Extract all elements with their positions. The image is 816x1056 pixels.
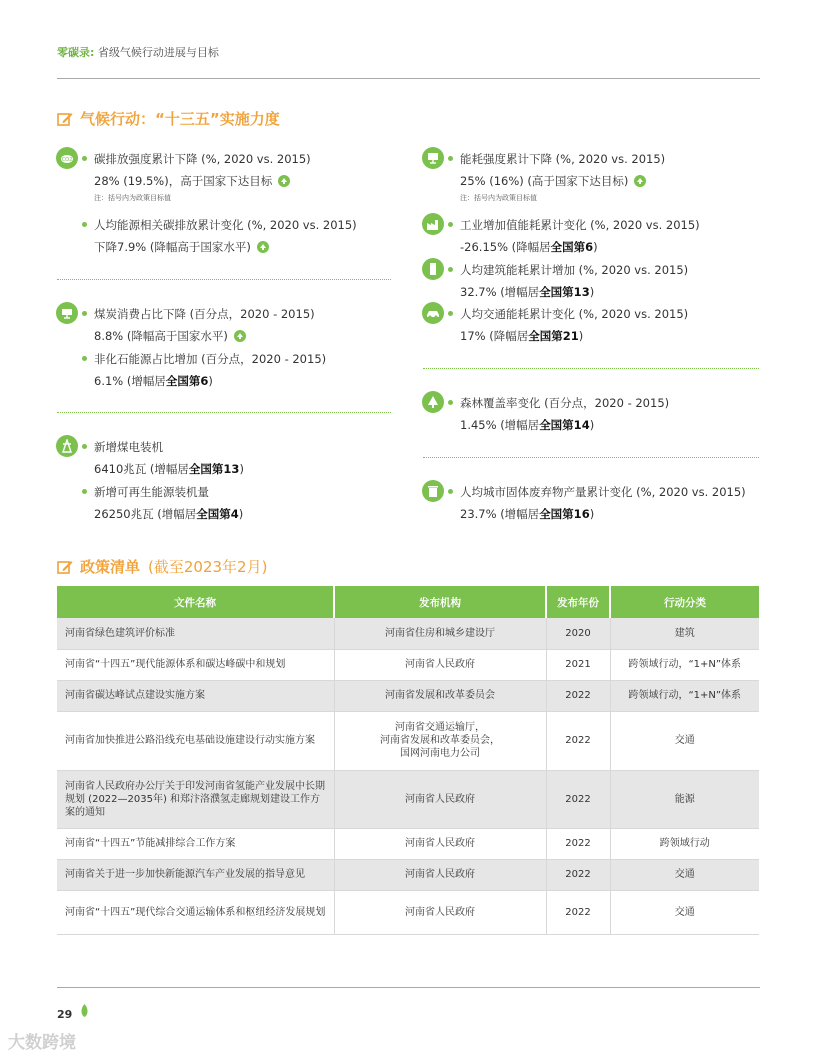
cell-year: 2021 (546, 649, 610, 680)
rank-value: 全国第21 (528, 328, 579, 343)
item-building-energy: 人均建筑能耗累计增加 (%, 2020 vs. 2015) 32.7% (增幅居 全国第13 ) (448, 262, 688, 299)
cell-category: 交通 (610, 859, 759, 890)
item-label: 人均建筑能耗累计增加 (%, 2020 vs. 2015) (460, 262, 689, 277)
table-row (57, 618, 759, 649)
section-subtitle: (截至2023年2月) (148, 558, 268, 576)
table-row (57, 649, 759, 680)
cell-year: 2022 (546, 859, 610, 890)
item-label: 能耗强度累计下降 (%, 2020 vs. 2015) (460, 151, 666, 166)
item-label: 森林覆盖率变化 (百分点，2020 - 2015) (460, 395, 670, 410)
rank-value: 全国第6 (165, 373, 209, 388)
rank-value: 全国第13 (188, 461, 240, 476)
cell-issuer: 河南省人民政府 (334, 828, 546, 859)
rank-value: 全国第4 (196, 506, 239, 521)
running-header: 零碳录: 省级气候行动进展与目标 (57, 46, 219, 59)
item-label: 新增煤电装机 (94, 439, 163, 454)
item-value: 8.8% (降幅高于国家水平) (94, 328, 228, 343)
item-note: 注：括号内为政策目标值 (94, 194, 171, 202)
cell-issuer: 河南省人民政府 (334, 649, 546, 680)
cell-year: 2022 (546, 890, 610, 934)
item-new-renewable: 新增可再生能源装机量 26250兆瓦 (增幅居 全国第4 ) (82, 484, 243, 521)
item-value: 28% (19.5%)，高于国家下达目标 (94, 173, 273, 188)
cell-year: 2022 (546, 770, 610, 828)
cell-issuer: 河南省交通运输厅， 河南省发展和改革委员会， 国网河南电力公司 (334, 711, 546, 770)
cell-document: 河南省碳达峰试点建设实施方案 (57, 680, 334, 711)
footer-divider (57, 987, 760, 988)
item-value: 25% (16%) (高于国家下达目标) (460, 173, 629, 188)
cell-document: 河南省关于进一步加快新能源汽车产业发展的指导意见 (57, 859, 334, 890)
section-title-climate-action: 气候行动：“十三五”实施力度 (57, 108, 280, 129)
item-transport-energy: 人均交通能耗累计变化 (%, 2020 vs. 2015) 17% (降幅居 全国第21 ) (448, 306, 688, 343)
cell-category: 跨领域行动，“1+N”体系 (610, 680, 759, 711)
arrow-up-icon (257, 241, 269, 253)
trash-bin-icon (422, 480, 444, 502)
leaf-icon (80, 1004, 89, 1018)
cell-category: 交通 (610, 711, 759, 770)
table-row (57, 770, 759, 828)
table-header-row (57, 586, 759, 618)
item-new-coal-power: 新增煤电装机 6410兆瓦 (增幅居 全国第13 ) (82, 439, 244, 476)
power-tower-icon (56, 435, 78, 457)
table-row (57, 680, 759, 711)
item-value: 下降7.9% (降幅高于国家水平) (94, 239, 251, 254)
rank-value: 全国第6 (550, 239, 594, 254)
item-industry-energy: 工业增加值能耗累计变化 (%, 2020 vs. 2015) -26.15% (降幅居 全国第6 ) (448, 217, 700, 254)
col-header-document: 文件名称 (57, 586, 334, 618)
item-note: 注：括号内为政策目标值 (460, 194, 537, 202)
col-header-category: 行动分类 (610, 586, 759, 618)
arrow-up-icon (634, 175, 646, 187)
building-icon (422, 258, 444, 280)
item-label: 人均城市固体废弃物产量累计变化 (%, 2020 vs. 2015) (460, 484, 746, 499)
cell-issuer: 河南省人民政府 (334, 770, 546, 828)
section-title-policy-list: 政策清单 (截至2023年2月) (57, 556, 267, 577)
cell-category: 能源 (610, 770, 759, 828)
header-divider (57, 78, 760, 79)
energy-panel-icon (422, 147, 444, 169)
table-row (57, 828, 759, 859)
cell-category: 跨领域行动，“1+N”体系 (610, 649, 759, 680)
dotted-divider (57, 279, 391, 280)
header-title: 省级气候行动进展与目标 (97, 46, 219, 59)
cell-document: 河南省“十四五”现代能源体系和碳达峰碳中和规划 (57, 649, 334, 680)
cell-issuer: 河南省发展和改革委员会 (334, 680, 546, 711)
item-forest-coverage: 森林覆盖率变化 (百分点，2020 - 2015) 1.45% (增幅居 全国第14 ) (448, 395, 669, 432)
header-tag: 零碳录 (57, 46, 90, 59)
item-label: 碳排放强度累计下降 (%, 2020 vs. 2015) (94, 151, 311, 166)
edit-icon (57, 559, 73, 575)
cell-document: 河南省“十四五”节能减排综合工作方案 (57, 828, 334, 859)
cell-year: 2022 (546, 680, 610, 711)
cell-issuer: 河南省人民政府 (334, 890, 546, 934)
cell-document: 河南省人民政府办公厅关于印发河南省氢能产业发展中长期规划 (2022—2035年) 和郑汴洛濮氢走廊规划建设工作方案的通知 (57, 770, 334, 828)
solar-panel-icon (56, 302, 78, 324)
cell-document: 河南省加快推进公路沿线充电基础设施建设行动实施方案 (57, 711, 334, 770)
cell-year: 2022 (546, 711, 610, 770)
cell-category: 交通 (610, 890, 759, 934)
co2-icon (56, 147, 78, 169)
item-label: 新增可再生能源装机量 (94, 484, 209, 499)
item-label: 非化石能源占比增加 (百分点，2020 - 2015) (94, 351, 327, 366)
watermark: 大数跨境 (8, 1033, 76, 1053)
cell-category: 建筑 (610, 618, 759, 649)
item-label: 煤炭消费占比下降 (百分点，2020 - 2015) (94, 306, 315, 321)
cell-document: 河南省绿色建筑评价标准 (57, 618, 334, 649)
item-solid-waste: 人均城市固体废弃物产量累计变化 (%, 2020 vs. 2015) 23.7% (增幅居 全国第16 ) (448, 484, 746, 521)
col-header-issuer: 发布机构 (334, 586, 546, 618)
tree-icon (422, 391, 444, 413)
item-per-capita-carbon (82, 217, 357, 254)
page-number: 29 (57, 1008, 73, 1021)
arrow-up-icon (278, 175, 290, 187)
cell-category: 跨领域行动 (610, 828, 759, 859)
cell-issuer: 河南省住房和城乡建设厅 (334, 618, 546, 649)
dotted-divider (423, 457, 759, 458)
rank-value: 全国第14 (539, 417, 590, 432)
policy-table (57, 586, 759, 935)
dotted-divider (57, 412, 391, 413)
cell-issuer: 河南省人民政府 (334, 859, 546, 890)
item-label: 工业增加值能耗累计变化 (%, 2020 vs. 2015) (460, 217, 700, 232)
item-label: 人均能源相关碳排放累计变化 (%, 2020 vs. 2015) (94, 217, 357, 232)
edit-icon (57, 111, 73, 127)
cell-year: 2020 (546, 618, 610, 649)
svg-text:CO2: CO2 (61, 157, 73, 163)
rank-value: 全国第16 (539, 506, 590, 521)
item-carbon-intensity (82, 151, 311, 203)
arrow-up-icon (234, 330, 246, 342)
rank-value: 全国第13 (539, 284, 590, 299)
item-non-fossil-share: 非化石能源占比增加 (百分点，2020 - 2015) 6.1% (增幅居 全国第6 ) (82, 351, 326, 388)
cell-year: 2022 (546, 828, 610, 859)
item-label: 人均交通能耗累计变化 (%, 2020 vs. 2015) (460, 306, 689, 321)
table-row (57, 711, 759, 770)
item-energy-intensity (448, 151, 665, 203)
factory-icon (422, 213, 444, 235)
dotted-divider (423, 368, 759, 369)
col-header-year: 发布年份 (546, 586, 610, 618)
table-row (57, 859, 759, 890)
table-row (57, 890, 759, 934)
car-icon (422, 302, 444, 324)
cell-document: 河南省“十四五”现代综合交通运输体系和枢纽经济发展规划 (57, 890, 334, 934)
item-coal-share (82, 306, 315, 343)
